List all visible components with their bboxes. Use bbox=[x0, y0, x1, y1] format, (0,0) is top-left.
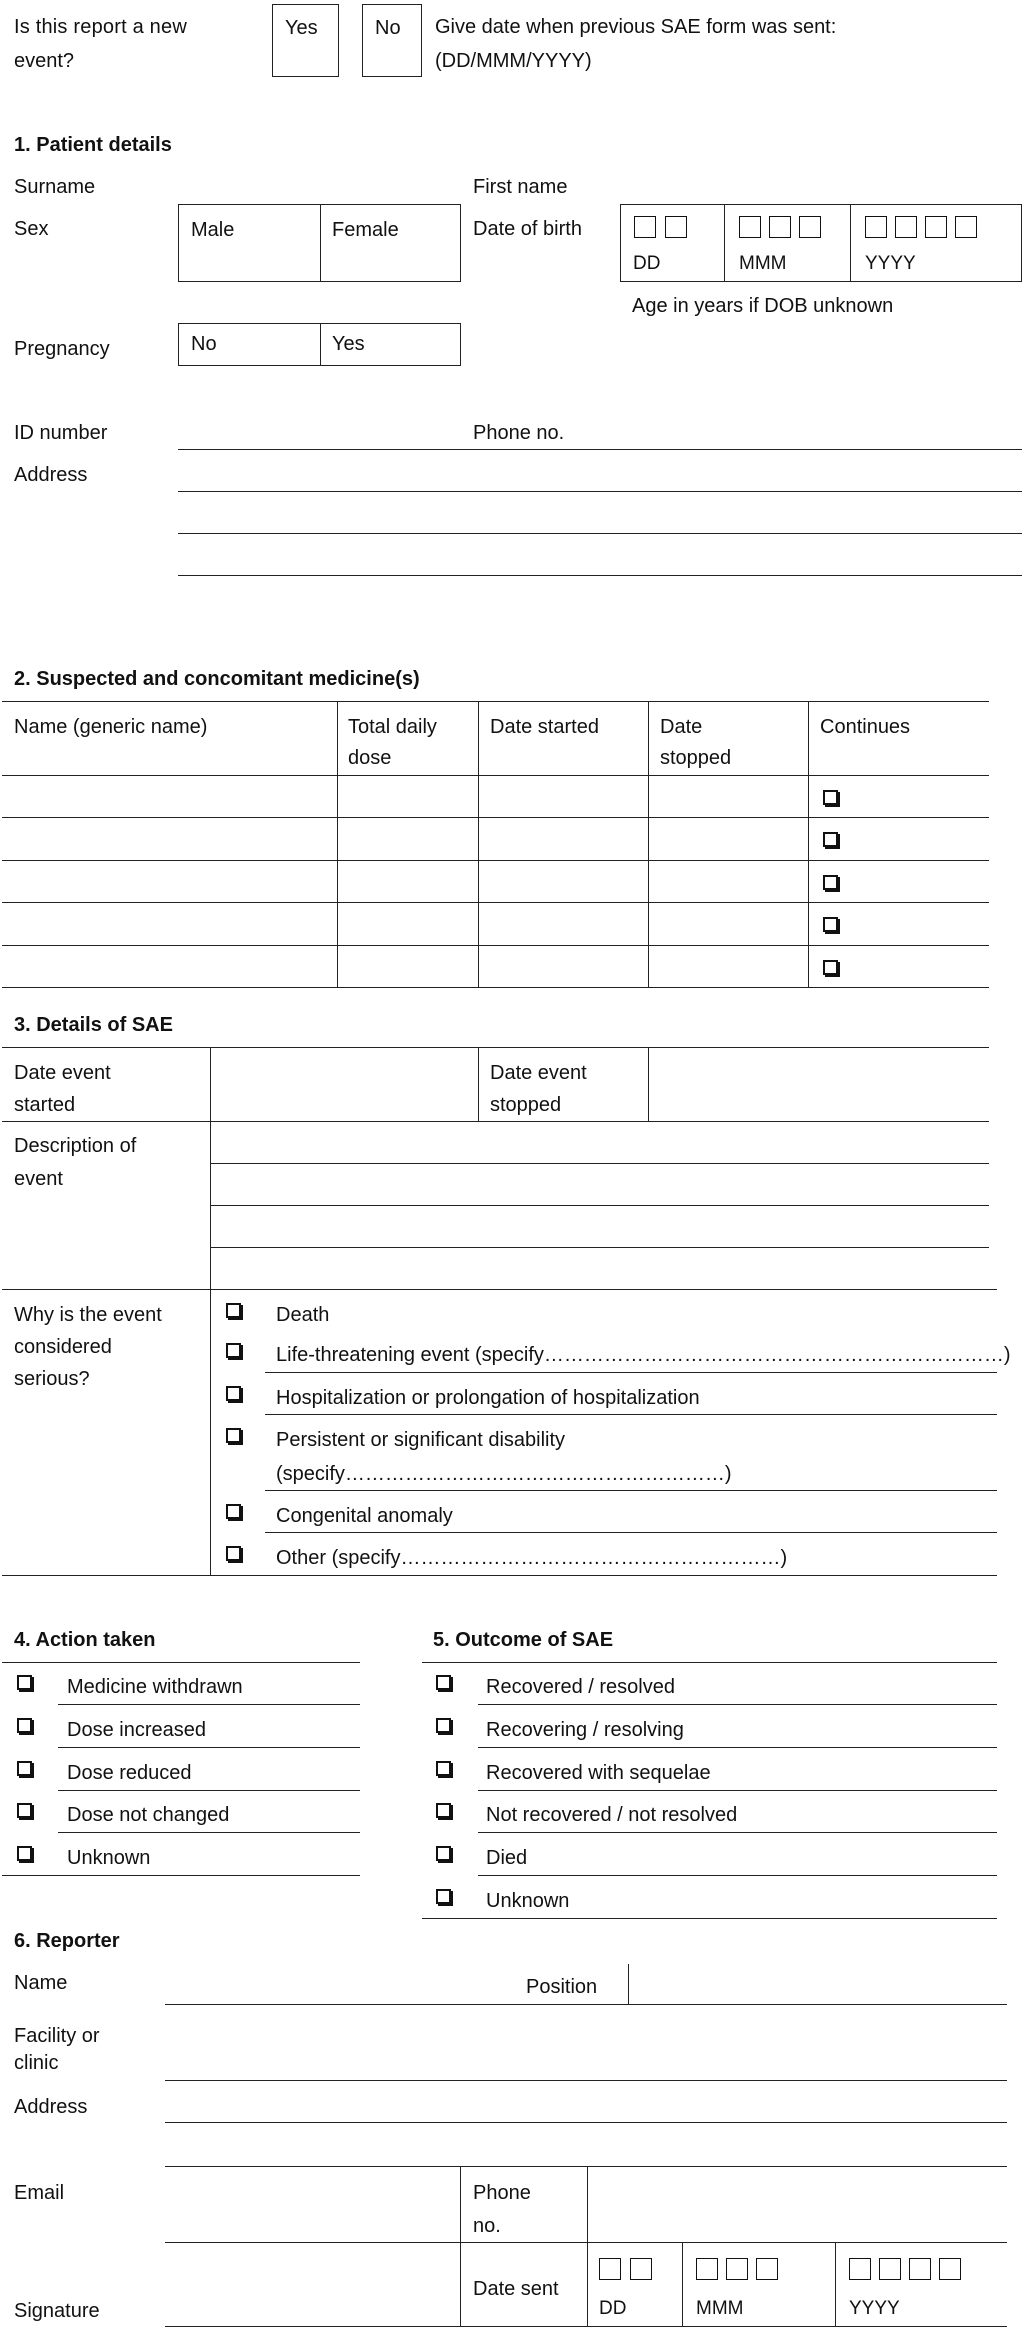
signature-label: Signature bbox=[14, 2300, 100, 2322]
date-sent-label: Date sent bbox=[473, 2278, 559, 2300]
dob-digit-box[interactable] bbox=[799, 216, 821, 238]
dob-digit-box[interactable] bbox=[769, 216, 791, 238]
date-sent-yyyy-label: YYYY bbox=[849, 2298, 900, 2319]
new-event-no-label: No bbox=[375, 17, 401, 39]
dob-digit-box[interactable] bbox=[665, 216, 687, 238]
serious-congenital-checkbox[interactable] bbox=[226, 1504, 241, 1519]
action-checkbox[interactable] bbox=[17, 1718, 32, 1733]
pregnancy-yes-option[interactable]: Yes bbox=[332, 333, 365, 355]
col-dose-header-line2: dose bbox=[348, 747, 392, 769]
address-label: Address bbox=[14, 464, 88, 486]
serious-other-label: Other (specify…………………………………………………) bbox=[276, 1547, 788, 1569]
date-started-label-line2: started bbox=[14, 1094, 76, 1116]
why-serious-label-line3: serious? bbox=[14, 1368, 90, 1390]
new-event-yes-box[interactable] bbox=[272, 4, 339, 77]
surname-label: Surname bbox=[14, 176, 96, 198]
id-number-label: ID number bbox=[14, 422, 108, 444]
outcome-item-label: Died bbox=[486, 1847, 528, 1869]
outcome-item-label: Recovering / resolving bbox=[486, 1719, 684, 1741]
new-event-question-line1: Is this report a new bbox=[14, 16, 187, 38]
address-line[interactable] bbox=[178, 533, 1022, 534]
date-sent-mmm-label: MMM bbox=[696, 2298, 744, 2319]
date-stopped-label-line1: Date event bbox=[490, 1062, 587, 1084]
serious-death-checkbox[interactable] bbox=[226, 1303, 241, 1318]
col-name-header: Name (generic name) bbox=[14, 716, 208, 738]
reporter-position-label: Position bbox=[526, 1976, 598, 1998]
col-dose-header-line1: Total daily bbox=[348, 716, 437, 738]
continues-checkbox[interactable] bbox=[823, 960, 838, 975]
dob-digit-box[interactable] bbox=[739, 216, 761, 238]
dob-digit-box[interactable] bbox=[865, 216, 887, 238]
reporter-address-label: Address bbox=[14, 2096, 88, 2118]
action-item-label: Unknown bbox=[67, 1847, 151, 1869]
dob-label: Date of birth bbox=[473, 218, 582, 240]
dob-field-box[interactable] bbox=[620, 204, 1022, 282]
pregnancy-label: Pregnancy bbox=[14, 338, 110, 360]
date-sent-digit-box[interactable] bbox=[879, 2258, 901, 2280]
reporter-phone-label-line2: no. bbox=[473, 2215, 501, 2237]
reporter-name-label: Name bbox=[14, 1972, 68, 1994]
pregnancy-no-option[interactable]: No bbox=[191, 333, 217, 355]
dob-digit-box[interactable] bbox=[895, 216, 917, 238]
date-sent-digit-box[interactable] bbox=[909, 2258, 931, 2280]
dob-digit-box[interactable] bbox=[634, 216, 656, 238]
date-started-label-line1: Date event bbox=[14, 1062, 111, 1084]
address-line[interactable] bbox=[178, 491, 1022, 492]
facility-label-line2: clinic bbox=[14, 2052, 59, 2074]
action-item-label: Dose not changed bbox=[67, 1804, 230, 1826]
id-phone-line[interactable] bbox=[178, 449, 1022, 450]
outcome-checkbox[interactable] bbox=[436, 1846, 451, 1861]
dob-digit-box[interactable] bbox=[955, 216, 977, 238]
date-sent-digit-box[interactable] bbox=[849, 2258, 871, 2280]
date-sent-digit-box[interactable] bbox=[726, 2258, 748, 2280]
outcome-item-label: Recovered with sequelae bbox=[486, 1762, 711, 1784]
address-line[interactable] bbox=[178, 575, 1022, 576]
sex-label: Sex bbox=[14, 218, 49, 240]
outcome-checkbox[interactable] bbox=[436, 1889, 451, 1904]
continues-checkbox[interactable] bbox=[823, 917, 838, 932]
action-item-label: Medicine withdrawn bbox=[67, 1676, 243, 1698]
previous-date-question-line2: (DD/MMM/YYYY) bbox=[435, 50, 592, 72]
outcome-checkbox[interactable] bbox=[436, 1675, 451, 1690]
serious-disability-label-line1: Persistent or significant disability bbox=[276, 1429, 566, 1451]
serious-disability-checkbox[interactable] bbox=[226, 1428, 241, 1443]
serious-other-checkbox[interactable] bbox=[226, 1546, 241, 1561]
serious-life-threatening-label: Life-threatening event (specify……………………………………………………………) bbox=[276, 1344, 1011, 1366]
facility-label-line1: Facility or bbox=[14, 2025, 100, 2047]
date-sent-dd-label: DD bbox=[599, 2298, 627, 2319]
description-label-line1: Description of bbox=[14, 1135, 137, 1157]
sex-female-option[interactable]: Female bbox=[332, 219, 399, 241]
outcome-item-label: Recovered / resolved bbox=[486, 1676, 675, 1698]
first-name-label: First name bbox=[473, 176, 568, 198]
pregnancy-options-box bbox=[178, 323, 461, 366]
date-stopped-label-line2: stopped bbox=[490, 1094, 562, 1116]
serious-hospitalization-label: Hospitalization or prolongation of hospitalization bbox=[276, 1387, 700, 1409]
serious-death-label: Death bbox=[276, 1304, 330, 1326]
outcome-checkbox[interactable] bbox=[436, 1718, 451, 1733]
date-sent-digit-box[interactable] bbox=[630, 2258, 652, 2280]
age-note: Age in years if DOB unknown bbox=[632, 295, 894, 317]
action-checkbox[interactable] bbox=[17, 1761, 32, 1776]
new-event-no-box[interactable] bbox=[362, 4, 422, 77]
serious-hospitalization-checkbox[interactable] bbox=[226, 1386, 241, 1401]
action-checkbox[interactable] bbox=[17, 1675, 32, 1690]
reporter-phone-label-line1: Phone bbox=[473, 2182, 531, 2204]
date-sent-digit-box[interactable] bbox=[599, 2258, 621, 2280]
sex-options-box bbox=[178, 204, 461, 282]
serious-disability-label-line2: (specify…………………………………………………) bbox=[276, 1463, 732, 1485]
email-label: Email bbox=[14, 2182, 65, 2204]
action-item-label: Dose increased bbox=[67, 1719, 206, 1741]
outcome-item-label: Unknown bbox=[486, 1890, 570, 1912]
continues-checkbox[interactable] bbox=[823, 790, 838, 805]
action-checkbox[interactable] bbox=[17, 1803, 32, 1818]
dob-yyyy-label: YYYY bbox=[865, 253, 916, 274]
action-checkbox[interactable] bbox=[17, 1846, 32, 1861]
continues-checkbox[interactable] bbox=[823, 875, 838, 890]
sex-male-option[interactable]: Male bbox=[191, 219, 235, 241]
action-item-label: Dose reduced bbox=[67, 1762, 192, 1784]
sae-heading: 3. Details of SAE bbox=[14, 1014, 173, 1036]
patient-details-heading: 1. Patient details bbox=[14, 134, 172, 156]
date-sent-digit-box[interactable] bbox=[696, 2258, 718, 2280]
previous-date-question-line1: Give date when previous SAE form was sent: bbox=[435, 16, 837, 38]
action-taken-heading: 4. Action taken bbox=[14, 1629, 156, 1651]
outcome-item-label: Not recovered / not resolved bbox=[486, 1804, 738, 1826]
date-sent-digit-box[interactable] bbox=[939, 2258, 961, 2280]
continues-checkbox[interactable] bbox=[823, 832, 838, 847]
outcome-checkbox[interactable] bbox=[436, 1803, 451, 1818]
dob-digit-box[interactable] bbox=[925, 216, 947, 238]
why-serious-label-line2: considered bbox=[14, 1336, 112, 1358]
medicines-heading: 2. Suspected and concomitant medicine(s) bbox=[14, 668, 420, 690]
phone-label: Phone no. bbox=[473, 422, 565, 444]
outcome-heading: 5. Outcome of SAE bbox=[433, 1629, 614, 1651]
new-event-question-line2: event? bbox=[14, 50, 75, 72]
dob-dd-label: DD bbox=[633, 253, 661, 274]
new-event-yes-label: Yes bbox=[285, 17, 318, 39]
col-stopped-header-line1: Date bbox=[660, 716, 703, 738]
description-label-line2: event bbox=[14, 1168, 63, 1190]
serious-congenital-label: Congenital anomaly bbox=[276, 1505, 453, 1527]
why-serious-label-line1: Why is the event bbox=[14, 1304, 162, 1326]
reporter-heading: 6. Reporter bbox=[14, 1930, 120, 1952]
serious-life-threatening-checkbox[interactable] bbox=[226, 1343, 241, 1358]
outcome-checkbox[interactable] bbox=[436, 1761, 451, 1776]
col-continues-header: Continues bbox=[820, 716, 911, 738]
col-started-header: Date started bbox=[490, 716, 599, 738]
dob-mmm-label: MMM bbox=[739, 253, 787, 274]
date-sent-digit-box[interactable] bbox=[756, 2258, 778, 2280]
col-stopped-header-line2: stopped bbox=[660, 747, 732, 769]
